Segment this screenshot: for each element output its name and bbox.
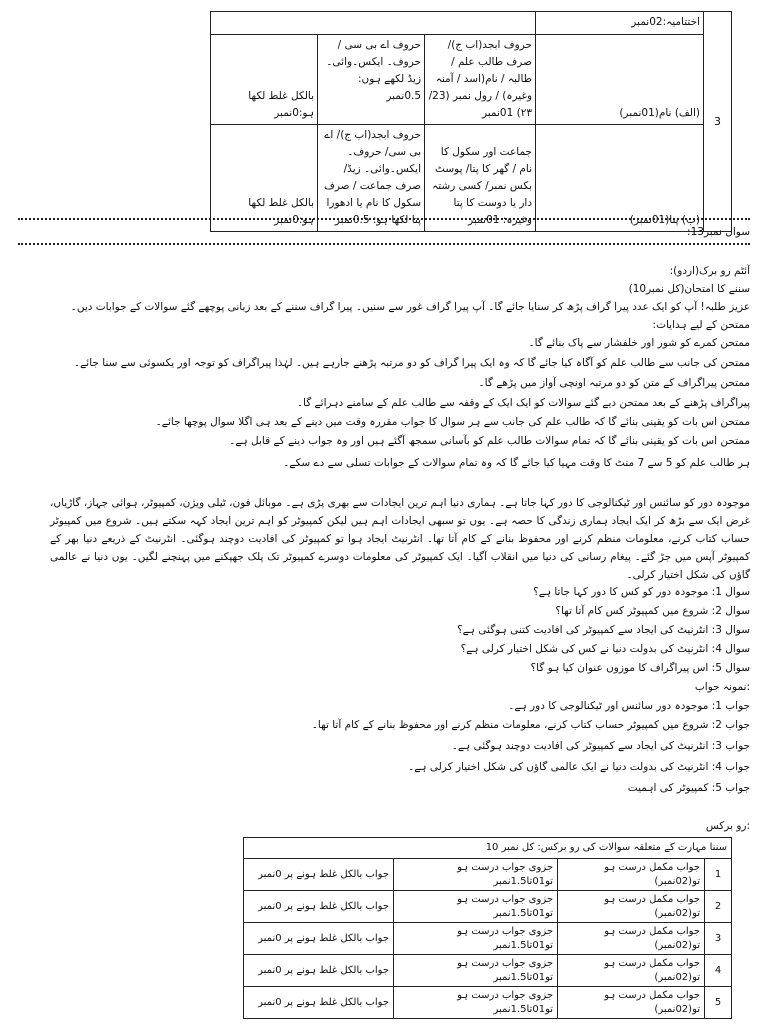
address-wrong-cell: بالکل غلط لکھا ہو:0نمبر <box>211 125 318 232</box>
rubric-zero-marks: جواب بالکل غلط ہونے پر 0نمبر <box>244 955 394 987</box>
question-item: سوال 3: انٹرنیٹ کی ایجاد سے کمپیوٹر کی افادیت کتنی ہوگئی ہے؟ <box>457 624 750 636</box>
rubric-row <box>244 891 732 923</box>
rubric-partial-marks: جزوی جواب درست ہو تو01تا1.5نمبر <box>394 955 558 987</box>
rubric-zero-marks: جواب بالکل غلط ہونے پر 0نمبر <box>244 923 394 955</box>
address-partial-cell: حروف ابجد(اب ج)/ اے بی سی/ حروف۔ ایکس۔وائی۔ زیڈ/ صرف جماعت / صرف سکول کا نام یا ادھورا پتا لکھا ہو: 0.5نمبر <box>318 125 425 232</box>
rubric-row-number: 2 <box>705 891 732 923</box>
conclusion-label: اختتامیہ:02نمبر <box>536 12 704 35</box>
question-item: سوال 1: موجودہ دور کو کس کا دور کہا جاتا ہے؟ <box>533 586 750 598</box>
dotted-divider-bottom <box>18 243 750 245</box>
instruction-item: ممتحن پیراگراف کے متن کو دو مرتبہ اونچی آواز میں پڑھے گا۔ <box>478 377 750 389</box>
instruction-item: پیراگراف پڑھنے کے بعد ممتحن دیے گئے سوالات کو ایک ایک کے وقفہ سے طالب علم کے سامنے دہرائے گا۔ <box>296 397 750 409</box>
question-item: سوال 4: انٹرنیٹ کی بدولت دنیا نے کس کی شکل اختیار کرلی ہے؟ <box>460 643 750 655</box>
instructions-heading: ممتحن کے لیے ہدایات: <box>652 319 750 331</box>
rubric-full-marks: جواب مکمل درست ہو تو(02نمبر) <box>558 891 705 923</box>
rubric-full-marks: جواب مکمل درست ہو تو(02نمبر) <box>558 955 705 987</box>
rubric-row <box>244 987 732 1019</box>
answer-item: جواب 1: موجودہ دور سائنس اور ٹیکنالوجی کا دور ہے۔ <box>508 700 750 712</box>
rubric-row-number: 5 <box>705 987 732 1019</box>
intro-text: عزیز طلبہ! آپ کو ایک عدد پیرا گراف پڑھ کر سنایا جائے گا۔ آپ پیرا گراف غور سے سنیں۔ پیرا گراف سننے کے بعد زبانی پوچھے گئے سوالات کے جوابات دیں۔ <box>70 301 750 313</box>
header-empty-cell <box>211 12 536 35</box>
answers-heading: :نمونہ جواب <box>694 681 750 693</box>
instruction-item: ممتحن کمرے کو شور اور خلفشار سے پاک بنائے گا۔ <box>528 337 750 349</box>
instruction-item: ہر طالب علم کو 5 سے 7 منٹ کا وقت مہیا کیا جائے گا کہ وہ تمام سوالات کے جوابات تسلی سے دے سکے۔ <box>283 457 750 469</box>
instruction-item: ممتحن کی جانب سے طالب علم کو آگاہ کیا جائے گا کہ وہ ایک پیرا گراف کو دو مرتبہ پڑھنے جارہے ہیں۔ لہٰذا پیراگراف کو توجہ اور یکسوئی سے سنا جائے۔ <box>73 357 750 369</box>
question-item: سوال 2: شروع میں کمپیوٹر کس کام آتا تھا؟ <box>555 605 750 617</box>
rubric-table-header: سننا مہارت کے متعلقہ سوالات کی رو برکس: کل نمبر 10 <box>244 838 732 859</box>
rubric-heading: :رو برکس <box>705 820 750 832</box>
name-partial-cell: حروف اے بی سی / حروف۔ ایکس۔وائی۔زیڈ لکھے ہوں: 0.5نمبر <box>318 35 425 125</box>
rubric-partial-marks: جزوی جواب درست ہو تو01تا1.5نمبر <box>394 923 558 955</box>
rubric-full-marks: جواب مکمل درست ہو تو(02نمبر) <box>558 987 705 1019</box>
rubric-partial-marks: جزوی جواب درست ہو تو01تا1.5نمبر <box>394 859 558 891</box>
rubric-full-marks: جواب مکمل درست ہو تو(02نمبر) <box>558 923 705 955</box>
rubric-row-number: 3 <box>705 923 732 955</box>
rubric-full-marks: جواب مکمل درست ہو تو(02نمبر) <box>558 859 705 891</box>
rubric-partial-marks: جزوی جواب درست ہو تو01تا1.5نمبر <box>394 987 558 1019</box>
question-item: سوال 5: اس پیراگراف کا موزوں عنوان کیا ہو گا؟ <box>530 662 750 674</box>
rubric-row-number: 4 <box>705 955 732 987</box>
address-label-cell: (ب) پتا(01نمبر) <box>536 125 704 232</box>
rubric-row-number: 1 <box>705 859 732 891</box>
rubric-zero-marks: جواب بالکل غلط ہونے پر 0نمبر <box>244 891 394 923</box>
question-number-cell: 3 <box>704 12 732 232</box>
rubric-row <box>244 955 732 987</box>
answer-item: جواب 4: انٹرنیٹ کی بدولت دنیا نے ایک عالمی گاؤں کی شکل اختیار کرلی ہے۔ <box>408 761 750 773</box>
question-heading: سوال نمبر13: <box>687 226 750 238</box>
grading-table <box>210 11 732 232</box>
instruction-item: ممتحن اس بات کو یقینی بنائے گا کہ تمام سوالات طالب علم کو بآسانی سمجھ آگئے ہیں اور وہ جواب دینے کے قابل ہے۔ <box>229 435 750 447</box>
answer-item: جواب 3: انٹرنیٹ کی ایجاد سے کمپیوٹر کی افادیت دوچند ہوگئی ہے۔ <box>451 740 750 752</box>
answer-item: جواب 5: کمپیوٹر کی اہمیت <box>627 782 750 794</box>
address-criteria-cell: جماعت اور سکول کا نام / گھر کا پتا/ پوسٹ بکس نمبر/ کسی رشتہ دار یا دوست کا پتا وغیرہ: 01نمبر <box>425 125 536 232</box>
rubric-row <box>244 923 732 955</box>
name-criteria-cell: حروف ابجد(اب ج)/ صرف طالب علم / طالبہ / نام(اسد / آمنہ وغیرہ) / رول نمبر (23/ ۲۳) 01نمبر <box>425 35 536 125</box>
rubric-zero-marks: جواب بالکل غلط ہونے پر 0نمبر <box>244 859 394 891</box>
rubric-partial-marks: جزوی جواب درست ہو تو01تا1.5نمبر <box>394 891 558 923</box>
exam-title: سننے کا امتحان(کل نمبر10) <box>628 283 750 295</box>
name-label-cell: (الف) نام(01نمبر) <box>536 35 704 125</box>
reading-passage: موجودہ دور کو سائنس اور ٹیکنالوجی کا دور کہا جاتا ہے۔ ہماری دنیا اہم ترین ایجادات سے بھری پڑی ہے۔ موبائل فون، ٹیلی ویژن، کمپیوٹر، ہوائی جہاز، گاڑیاں، غرض ایک سے بڑھ کر ایک ایجاد ہماری زندگی کا حصہ ہے۔ یوں تو سبھی ایجادات اہم ہیں لیکن کمپیوٹر کو اہم ترین ایجاد کہہ سکتے ہیں۔ شروع میں کمپیوٹر حساب کتاب کرنے، معلومات منظم کرنے اور محفوظ بنانے کے کام آتا تھا۔ انٹرنیٹ ایجاد ہوا تو کمپیوٹر کی افادیت دوچند ہوگئی۔ انٹرنیٹ کے ذریعے دنیا بھر کے کمپیوٹر آپس میں جڑ گئے۔ پیغام رسانی کی دنیا میں انقلاب آگیا۔ ایک کمپیوٹر کی معلومات دوسرے کمپیوٹر تک پلک جھپکنے میں پہنچنے لگیں۔ یوں دنیا نے عالمی گاؤں کی شکل اختیار کرلی۔ <box>50 497 750 581</box>
item-rubric-title: آئٹم رو برک(اردو): <box>669 265 750 277</box>
rubric-table <box>243 837 732 1019</box>
rubric-row <box>244 859 732 891</box>
name-wrong-cell: بالکل غلط لکھا ہو:0نمبر <box>211 35 318 125</box>
dotted-divider-top <box>18 218 750 220</box>
rubric-zero-marks: جواب بالکل غلط ہونے پر 0نمبر <box>244 987 394 1019</box>
instruction-item: ممتحن اس بات کو یقینی بنائے گا کہ طالب علم کی جانب سے ہر سوال کا جواب مقررہ وقت میں دینے کے بعد ہی اگلا سوال پوچھا جائے۔ <box>155 416 750 428</box>
answer-item: جواب 2: شروع میں کمپیوٹر حساب کتاب کرنے، معلومات منظم کرنے اور محفوظ بنانے کے کام آتا تھا۔ <box>311 719 750 731</box>
